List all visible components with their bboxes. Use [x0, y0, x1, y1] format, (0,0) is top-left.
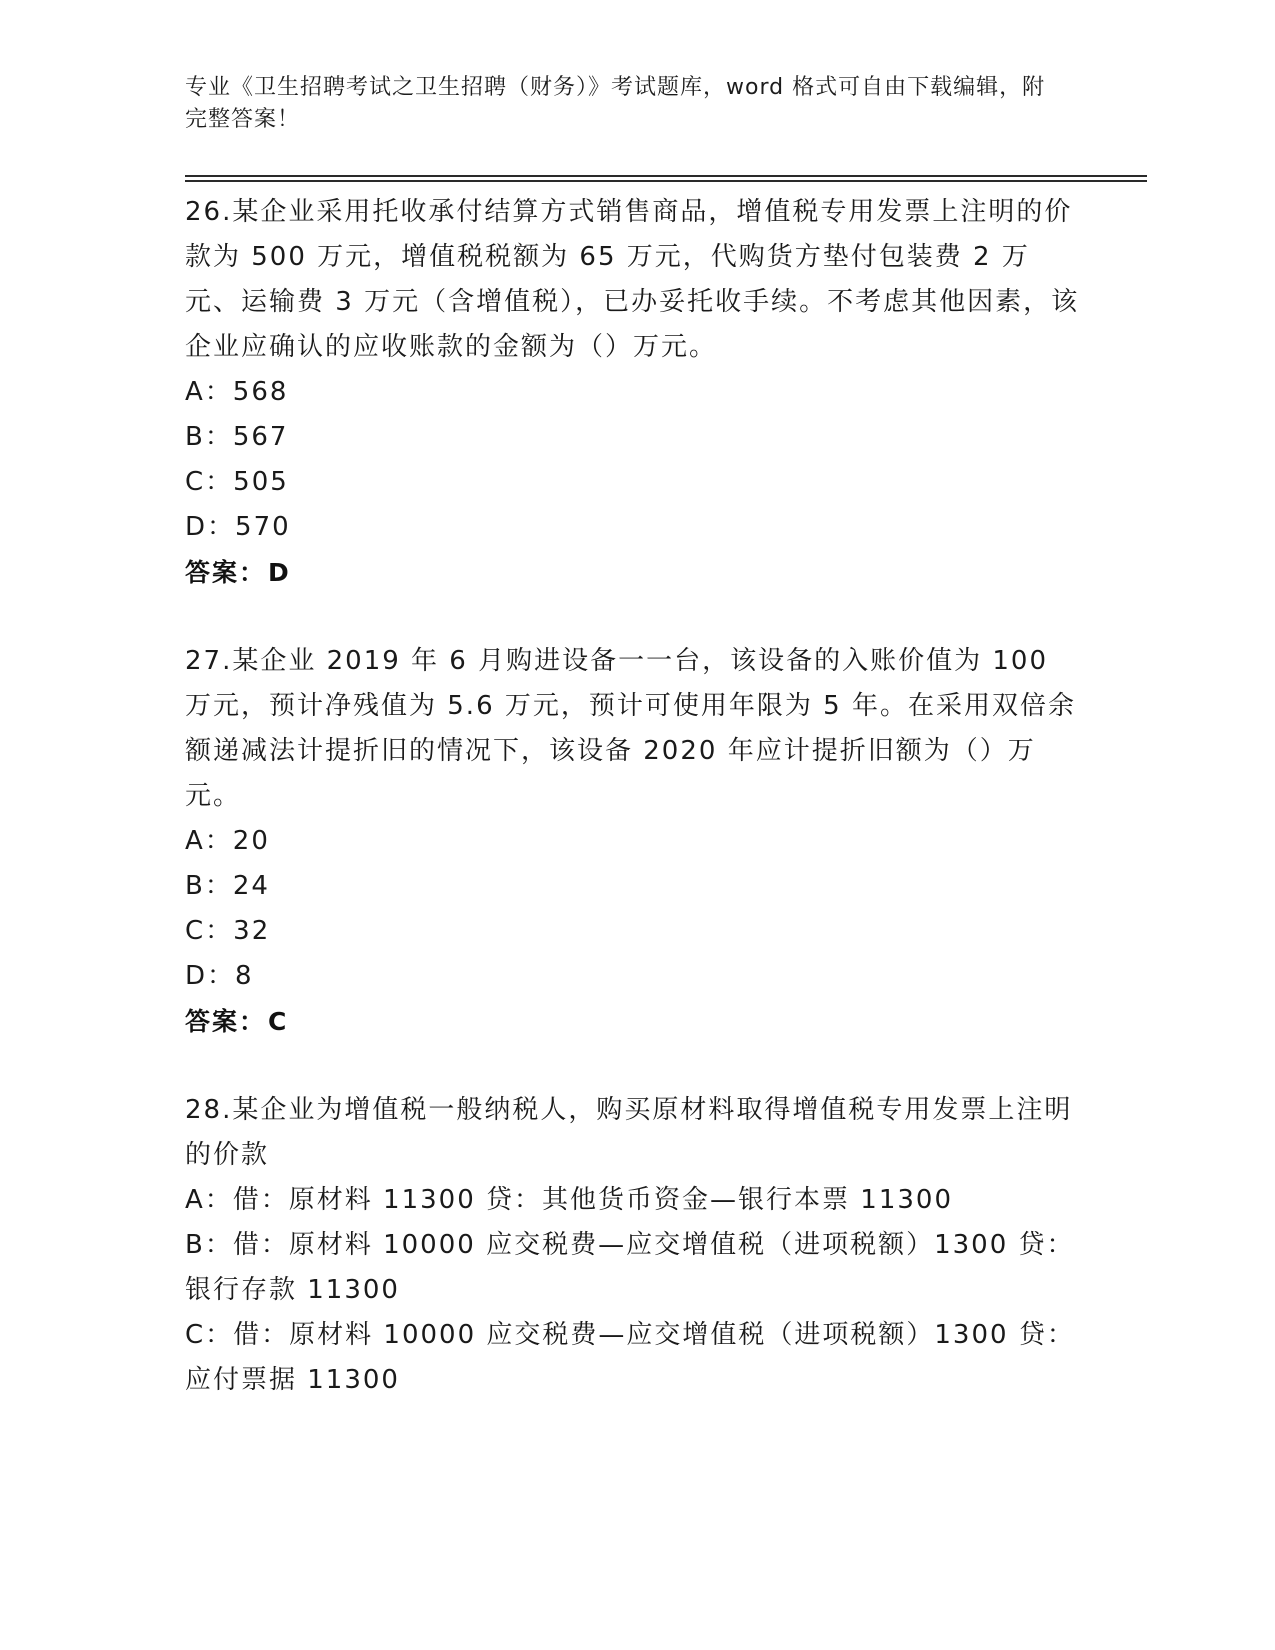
document-header: 专业《卫生招聘考试之卫生招聘（财务）》考试题库，word 格式可自由下载编辑，附完整答案！ — [185, 75, 1046, 132]
answer-line — [185, 550, 1085, 595]
option-a: A：568 — [185, 377, 289, 407]
answer-value: C — [268, 1007, 289, 1036]
option-d: D：570 — [185, 512, 291, 542]
option-a: A：20 — [185, 826, 270, 856]
question-26 — [185, 190, 1085, 595]
question-28 — [185, 1088, 1085, 1403]
answer-label: 答案： — [185, 1007, 267, 1036]
question-27 — [185, 639, 1085, 1044]
question-stem: 28.某企业为增值税一般纳税人，购买原材料取得增值税专用发票上注明的价款 — [185, 1095, 1073, 1170]
header-divider-bottom — [185, 180, 1147, 182]
question-list — [185, 190, 1085, 1403]
option-b: B：借：原材料 10000 应交税费—应交增值税（进项税额）1300 贷：银行存款 11300 — [185, 1230, 1075, 1305]
answer-label: 答案： — [185, 558, 267, 587]
option-c: C：借：原材料 10000 应交税费—应交增值税（进项税额）1300 贷：应付票据 11300 — [185, 1320, 1075, 1395]
option-d: D：8 — [185, 961, 254, 991]
option-c: C：32 — [185, 916, 271, 946]
option-b: B：24 — [185, 871, 270, 901]
option-c: C：505 — [185, 467, 289, 497]
question-stem: 26.某企业采用托收承付结算方式销售商品，增值税专用发票上注明的价款为 500 万元，增值税税额为 65 万元，代购货方垫付包装费 2 万元、运输费 3 万元（含增值税），已办妥托收手续。不考虑其他因素，该企业应确认的应收账款的金额为（）万元。 — [185, 197, 1080, 362]
option-a: A：借：原材料 11300 贷：其他货币资金—银行本票 11300 — [185, 1185, 954, 1215]
answer-value: D — [268, 558, 291, 587]
header-divider-top — [185, 175, 1147, 177]
answer-line — [185, 999, 1085, 1044]
option-b: B：567 — [185, 422, 289, 452]
question-stem: 27.某企业 2019 年 6 月购进设备一一台，该设备的入账价值为 100 万元，预计净残值为 5.6 万元，预计可使用年限为 5 年。在采用双倍余额递减法计提折旧的情况下，该设备 2020 年应计提折旧额为（）万元。 — [185, 646, 1076, 811]
